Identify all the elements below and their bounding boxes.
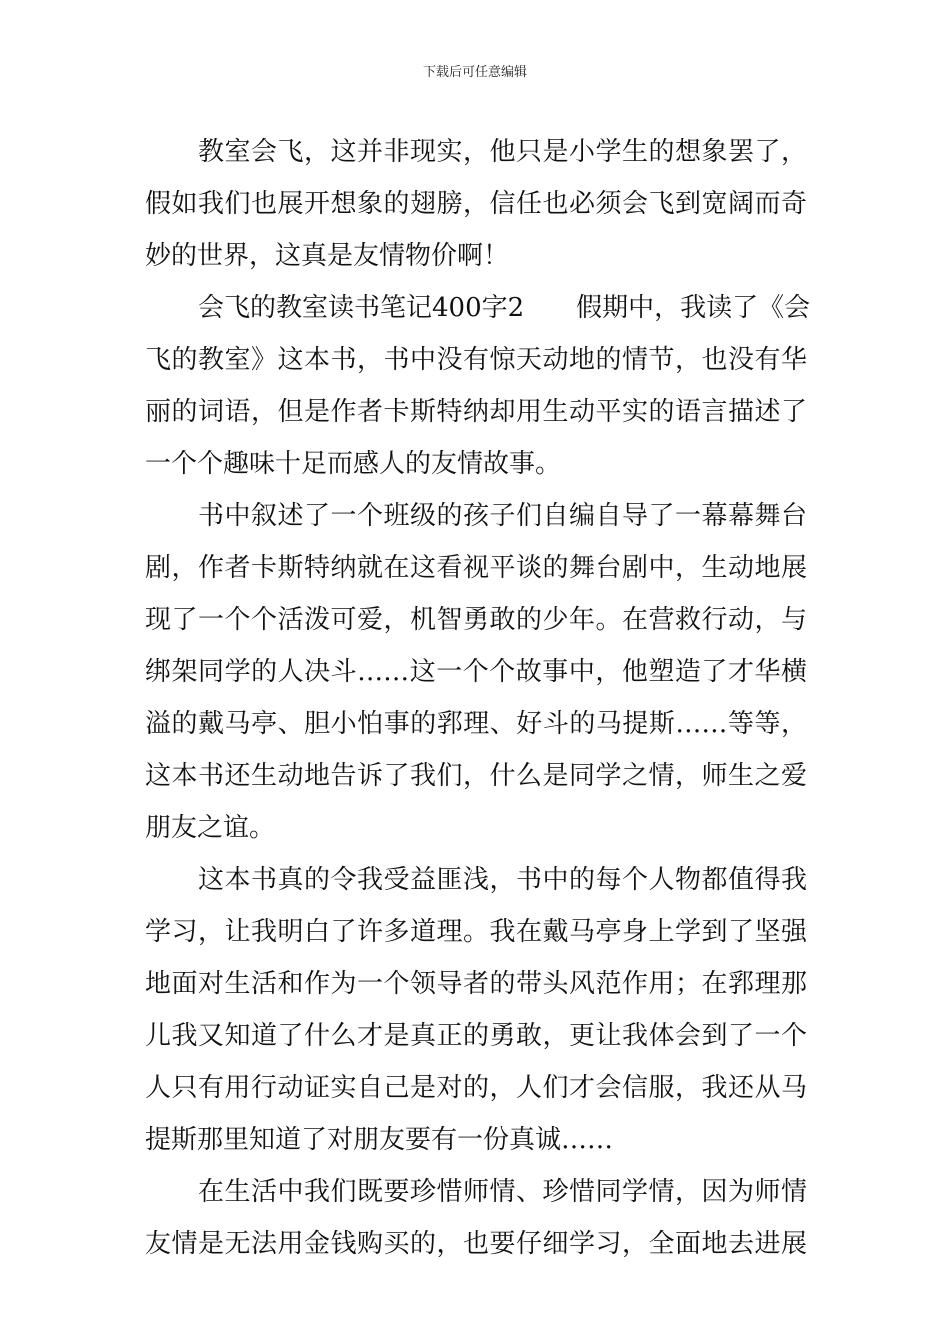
text-line: 绑架同学的人决斗……这一个个故事中，他塑造了才华横: [145, 657, 807, 687]
text-line: 人只有用行动证实自己是对的，人们才会信服，我还从马: [145, 1073, 807, 1103]
text-line: 儿我又知道了什么才是真正的勇敢，更让我体会到了一个: [145, 1021, 807, 1051]
text-line: 溢的戴马亭、胆小怕事的郛理、好斗的马提斯……等等，: [145, 709, 807, 739]
text-line: 书中叙述了一个班级的孩子们自编自导了一幕幕舞台: [198, 501, 807, 531]
text-line: 剧，作者卡斯特纳就在这看视平谈的舞台剧中，生动地展: [145, 553, 807, 583]
text-line: 友情是无法用金钱购买的，也要仔细学习，全面地去进展: [145, 1229, 807, 1259]
text-line: 现了一个个活泼可爱，机智勇敢的少年。在营救行动，与: [145, 605, 807, 635]
text-line: 飞的教室》这本书，书中没有惊天动地的情节，也没有华: [145, 345, 807, 375]
text-line: 地面对生活和作为一个领导者的带头风范作用；在郛理那: [145, 969, 807, 999]
text-line: 提斯那里知道了对朋友要有一份真诚……: [145, 1125, 614, 1155]
text-line: 会飞的教室读书笔记400字2 假期中，我读了《会: [198, 293, 811, 323]
text-line: 这本书还生动地告诉了我们，什么是同学之情，师生之爱: [145, 761, 807, 791]
document-body: [145, 126, 811, 1270]
text-line: 假如我们也展开想象的翅膀，信任也必须会飞到宽阔而奇: [145, 189, 807, 219]
text-line: 在生活中我们既要珍惜师情、珍惜同学情，因为师情: [198, 1177, 807, 1207]
page-header: 下载后可任意编辑: [422, 65, 527, 80]
text-line: 学习，让我明白了许多道理。我在戴马亭身上学到了坚强: [145, 917, 807, 947]
text-line: 朋友之谊。: [145, 813, 276, 843]
text-line: 丽的词语，但是作者卡斯特纳却用生动平实的语言描述了: [145, 397, 807, 427]
text-line: 这本书真的令我受益匪浅，书中的每个人物都值得我: [198, 865, 807, 895]
text-line: 妙的世界，这真是友情物价啊！: [145, 241, 510, 271]
text-line: 一个个趣味十足而感人的友情故事。: [145, 449, 562, 479]
text-line: 教室会飞，这并非现实，他只是小学生的想象罢了，: [198, 137, 807, 167]
